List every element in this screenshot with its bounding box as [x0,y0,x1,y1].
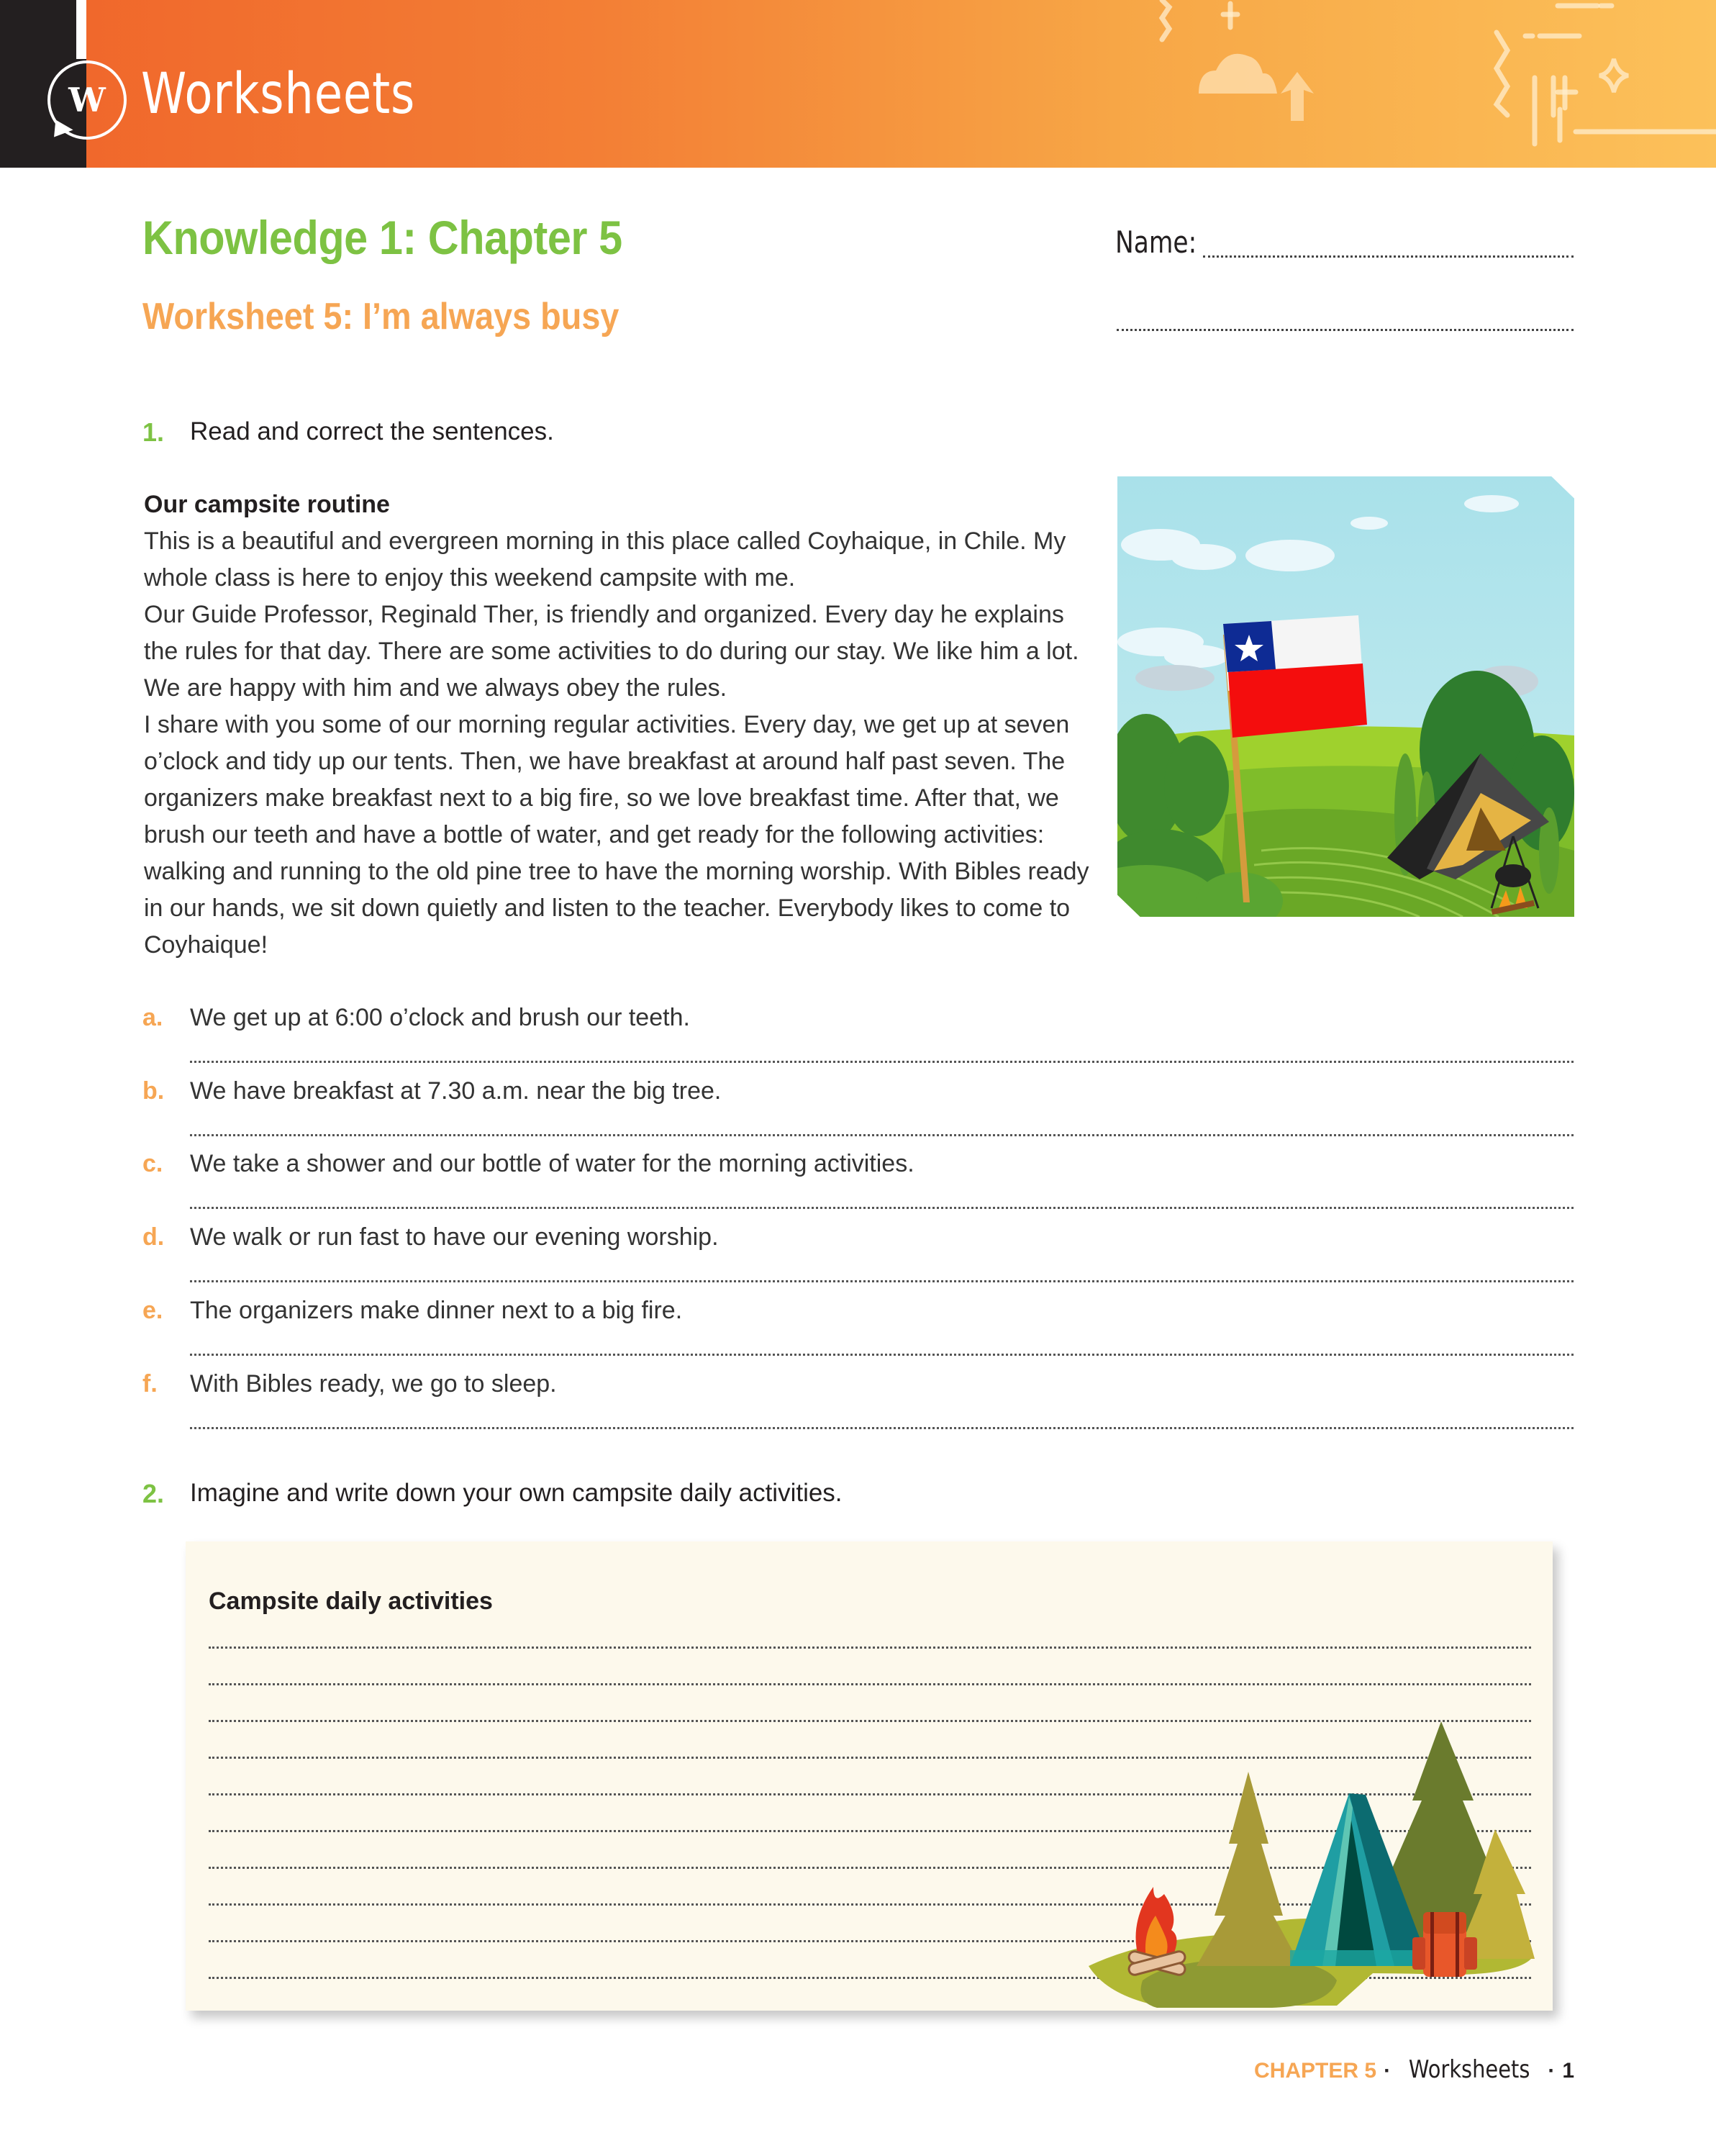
item-b-text: We have breakfast at 7.30 a.m. near the big tree. [190,1077,722,1105]
campsite-flag-illustration [1117,476,1574,917]
story-title: Our campsite routine [144,491,390,518]
item-a-letter: a. [142,1004,163,1031]
item-f-text: With Bibles ready, we go to sleep. [190,1370,557,1398]
story-paragraph: I share with you some of our morning regular activities. Every day, we get up at seven o’clock and tidy up our tents. Then, we have breakfast at around half past seven. The organizers make breakfast next to a big fire, so we love breakfast time. After that, we brush our teeth and have a bottle of water, and get ready for the following activities: walking and running to the old pine tree to have the morning worship. With Bibles ready in our hands, we sit down quietly and listen to the teacher. Everybody likes to come to Coyhaique! [144,711,1089,959]
footer-separator: · [1384,2059,1392,2083]
item-a-text: We get up at 6:00 o’clock and brush our teeth. [190,1004,690,1031]
logo-letter: W [68,81,106,119]
item-d-letter: d. [142,1223,165,1251]
item-e-letter: e. [142,1297,163,1324]
item-e-answer-line[interactable] [190,1354,1574,1356]
item-a-answer-line[interactable] [190,1061,1574,1063]
item-f-answer-line[interactable] [190,1427,1574,1429]
writing-line[interactable] [209,1683,1531,1685]
story-paragraph: Our Guide Professor, Reginald Ther, is friendly and organized. Every day he explains the rules for that day. There are some activities to do during our stay. We like him a lot. We are happy with him and we always obey the rules. [144,601,1079,702]
question-1-number: 1. [142,417,165,447]
question-2-instruction: Imagine and write down your own campsite daily activities. [190,1479,843,1507]
name-label: Name: [1115,225,1197,260]
item-b-answer-line[interactable] [190,1134,1574,1136]
question-1-instruction: Read and correct the sentences. [190,417,554,445]
tent-campfire-illustration-icon [1085,1721,1553,2024]
page-footer [1254,2055,1574,2084]
item-c-answer-line[interactable] [190,1207,1574,1209]
page-number: 1 [1562,2059,1574,2083]
page-title: Knowledge 1: Chapter 5 [142,211,622,264]
campsite-activities-writing-box [186,1541,1553,2011]
name-field-second-line[interactable] [1117,329,1574,331]
chile-flag-campsite-image-icon [1117,476,1574,917]
story-paragraph: This is a beautiful and evergreen morning in this place called Coyhaique, in Chile. My whole class is here to enjoy this weekend campsite with me. [144,527,1066,592]
question-2-number: 2. [142,1479,165,1508]
name-field[interactable] [1203,255,1574,258]
item-f-letter: f. [142,1370,158,1398]
writing-box-title: Campsite daily activities [209,1587,493,1615]
worksheet-subtitle: Worksheet 5: I’m always busy [142,296,619,338]
item-c-letter: c. [142,1150,163,1177]
footer-chapter: CHAPTER 5 [1254,2059,1377,2083]
item-d-answer-line[interactable] [190,1280,1574,1282]
item-c-text: We take a shower and our bottle of water for the morning activities. [190,1150,914,1177]
banner-gap [76,0,86,59]
writing-line[interactable] [209,1647,1531,1649]
item-d-text: We walk or run fast to have our evening worship. [190,1223,719,1251]
footer-separator: · [1548,2059,1556,2083]
item-b-letter: b. [142,1077,165,1105]
story-text [144,523,1094,964]
header-banner [0,0,1716,168]
item-e-text: The organizers make dinner next to a big fire. [190,1297,683,1324]
footer-brand: Worksheets [1408,2055,1530,2084]
banner-doodles-icon [1122,0,1716,168]
brand-title: Worksheets [141,62,416,127]
